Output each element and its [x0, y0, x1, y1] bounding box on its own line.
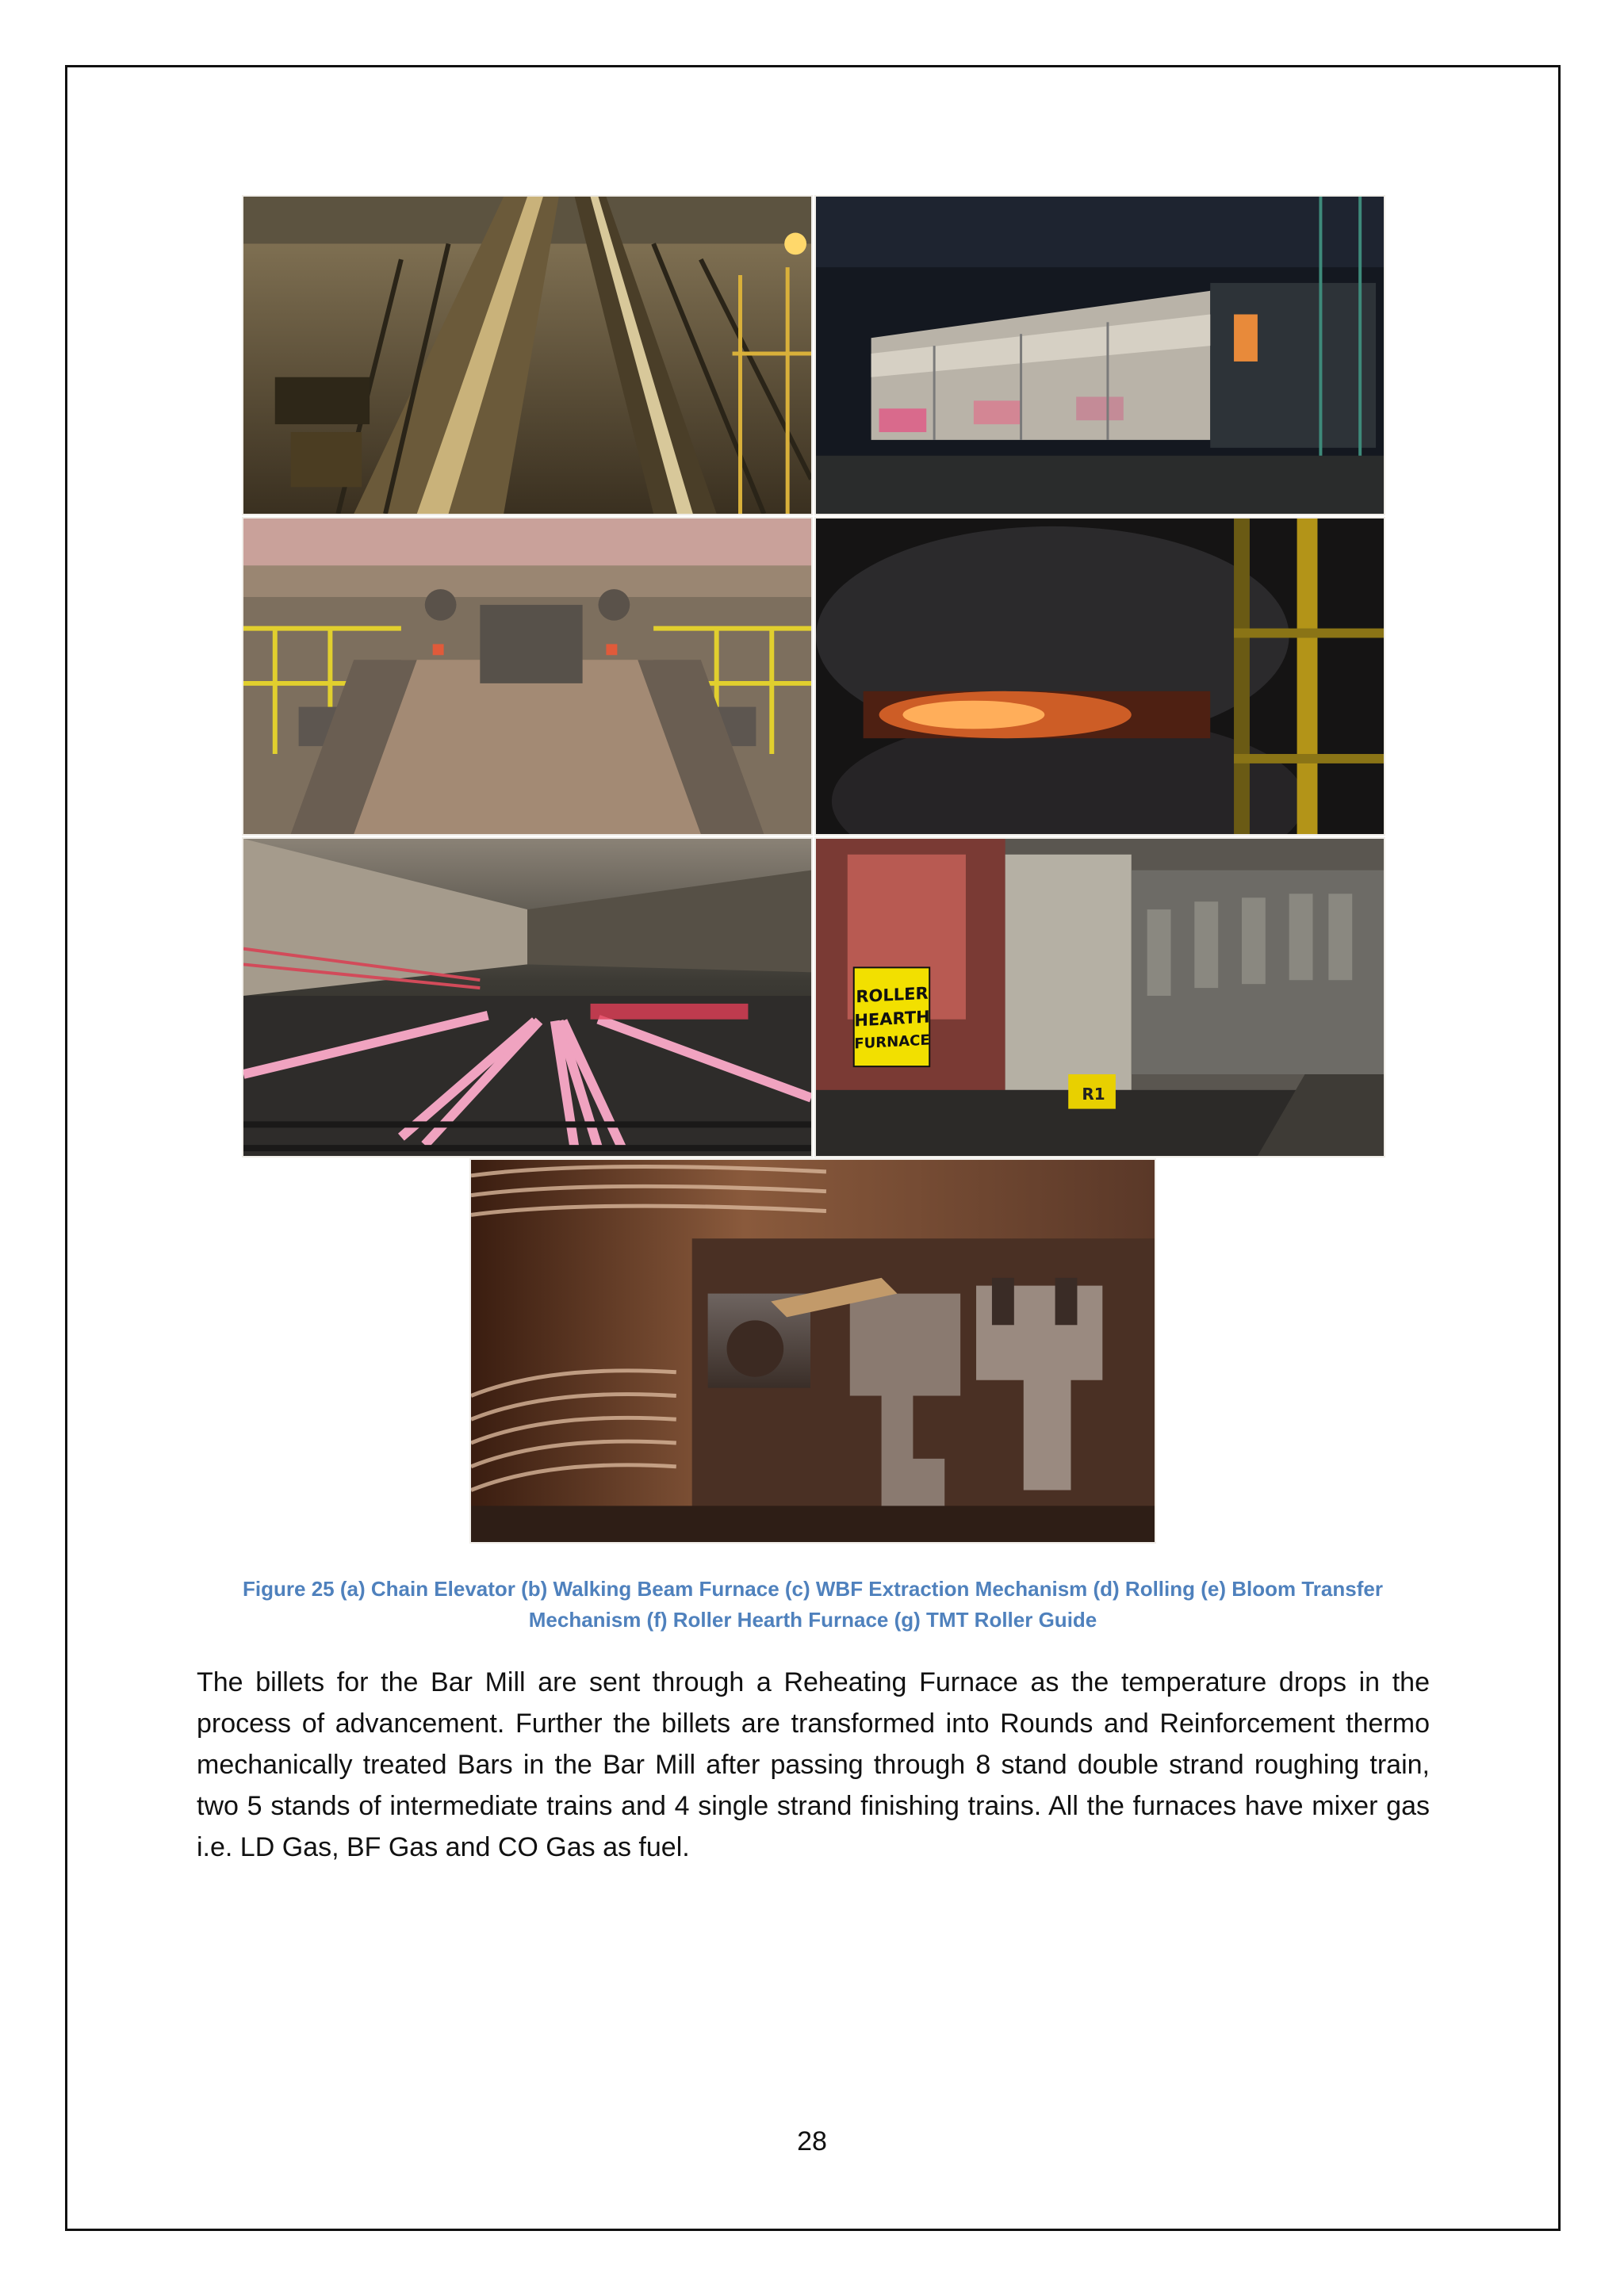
roller-hearth-sign	[854, 966, 930, 1070]
figure-caption	[190, 1574, 1435, 1636]
figure-caption-line-1: Figure 25 (a) Chain Elevator (b) Walking Beam Furnace (c) WBF Extraction Mechanism (d) Rolling (e) Bloom Transfer	[243, 1577, 1383, 1601]
figure-caption-line-2: Mechanism (f) Roller Hearth Furnace (g) TMT Roller Guide	[528, 1608, 1097, 1632]
photo-roller-hearth-furnace	[814, 837, 1385, 1158]
sign-line-3: FURNACE	[854, 1031, 930, 1053]
photo-wbf-extraction-mechanism	[242, 517, 813, 836]
sign-line-1: ROLLER	[856, 983, 929, 1007]
photo-chain-elevator	[242, 195, 813, 515]
body-paragraph: The billets for the Bar Mill are sent through a Reheating Furnace as the temperature drops in the process of advancement. Further the billets are transformed into Rounds and Reinforcement thermo mechanically treated Bars in the Bar Mill after passing through 8 stand double strand roughing train, two 5 stands of intermediate trains and 4 single strand finishing trains. All the furnaces have mixer gas i.e. LD Gas, BF Gas and CO Gas as fuel.	[197, 1667, 1430, 1862]
photo-walking-beam-furnace	[814, 195, 1385, 515]
equipment-tag-r1: R1	[1082, 1085, 1105, 1104]
photo-rolling	[814, 517, 1385, 836]
sign-line-2: HEARTH	[854, 1007, 930, 1031]
page-number: 28	[797, 2126, 827, 2156]
photo-bloom-transfer-mechanism	[242, 837, 813, 1158]
photo-tmt-roller-guide	[469, 1158, 1156, 1544]
